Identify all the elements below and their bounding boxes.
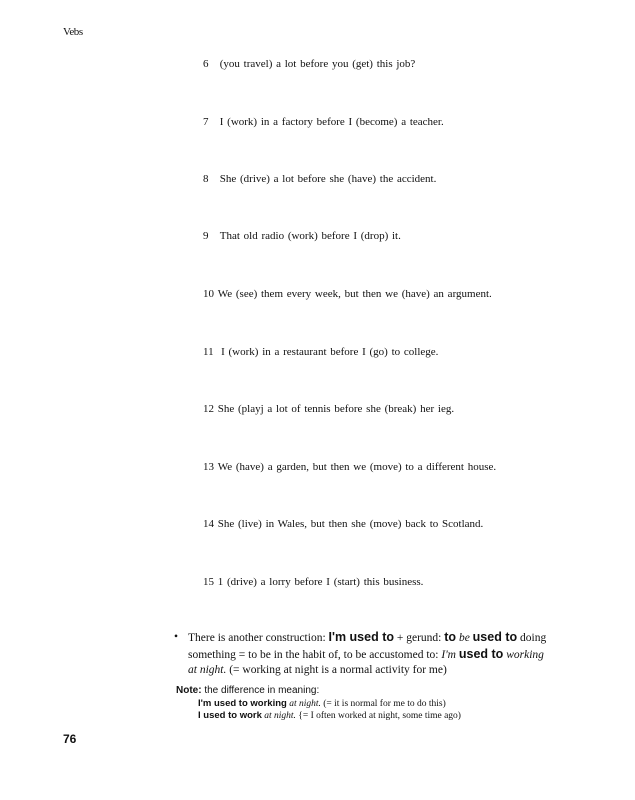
exercise-number: 13 [203,461,214,473]
bullet-text: (= working at night is a normal activity for me) [226,664,447,676]
exercise-item [203,116,444,128]
example-gloss: {= I often worked at night, some time ago) [295,711,461,721]
exercise-number: 6 [203,58,209,70]
italic-word: at night. [188,664,227,676]
exercise-number: 8 [203,173,209,185]
bullet-text: something = to be in the habit of, to be accustomed to: [188,648,442,661]
italic-word: be [458,632,470,644]
example-gloss: (= it is normal for me to do this) [320,699,446,709]
exercise-number: 10 [203,288,214,300]
exercise-text: I (work) in a restaurant before I (go) to college. [221,346,439,358]
exercise-item [203,461,496,473]
exercise-text: (you travel) a lot before you (get) this job? [219,58,416,70]
bullet-text: + gerund: [394,632,445,644]
italic-word: working [506,648,544,661]
exercise-item [203,173,436,185]
italic-word: I'm [441,648,456,661]
keyword: I'm used to [328,630,394,644]
exercise-text: She (live) in Wales, but then she (move) back to Scotland. [217,518,484,530]
exercise-text: 1 (drive) a lorry before I (start) this business. [217,576,424,588]
grammar-note-bullet [176,630,596,679]
example-italic: at night. [289,699,321,709]
exercise-number: 12 [203,403,214,415]
exercise-text: She (playj a lot of tennis before she (break) her ieg. [217,403,455,415]
exercise-item [203,288,492,300]
exercise-text: She (drive) a lot before she (have) the accident. [219,173,437,185]
example-bold: I used to work [198,710,262,721]
keyword: used to [472,630,518,644]
bullet-icon: • [174,631,179,643]
page-number: 76 [63,732,77,746]
exercise-text: We (have) a garden, but then we (move) to a different house. [217,461,497,473]
example-bold: I'm used to working [198,698,287,709]
keyword: used to [458,646,504,661]
bullet-text: doing [517,632,547,644]
keyword: to [444,630,457,644]
running-header: Vebs [63,26,83,38]
example-sentence [198,710,461,721]
note-label: Note: [176,685,202,696]
exercise-item [203,346,438,358]
exercise-text: I (work) in a factory before I (become) a teacher. [219,116,444,128]
note-line [176,685,319,696]
exercise-item [203,403,454,415]
example-sentence [198,698,446,709]
exercise-item [203,518,483,530]
exercise-number: 9 [203,230,209,242]
exercise-text: We (see) them every week, but then we (have) an argument. [217,288,492,300]
exercise-number: 11 [203,346,214,358]
note-text: the difference in meaning: [201,685,320,696]
exercise-item [203,576,423,588]
example-italic: at night. [264,711,296,721]
exercise-number: 7 [203,116,209,128]
exercise-item [203,230,401,242]
exercise-text: That old radio (work) before I (drop) it. [219,230,401,242]
exercise-item [203,58,415,70]
exercise-number: 14 [203,518,214,530]
bullet-text: There is another construction: [188,632,329,644]
exercise-number: 15 [203,576,214,588]
